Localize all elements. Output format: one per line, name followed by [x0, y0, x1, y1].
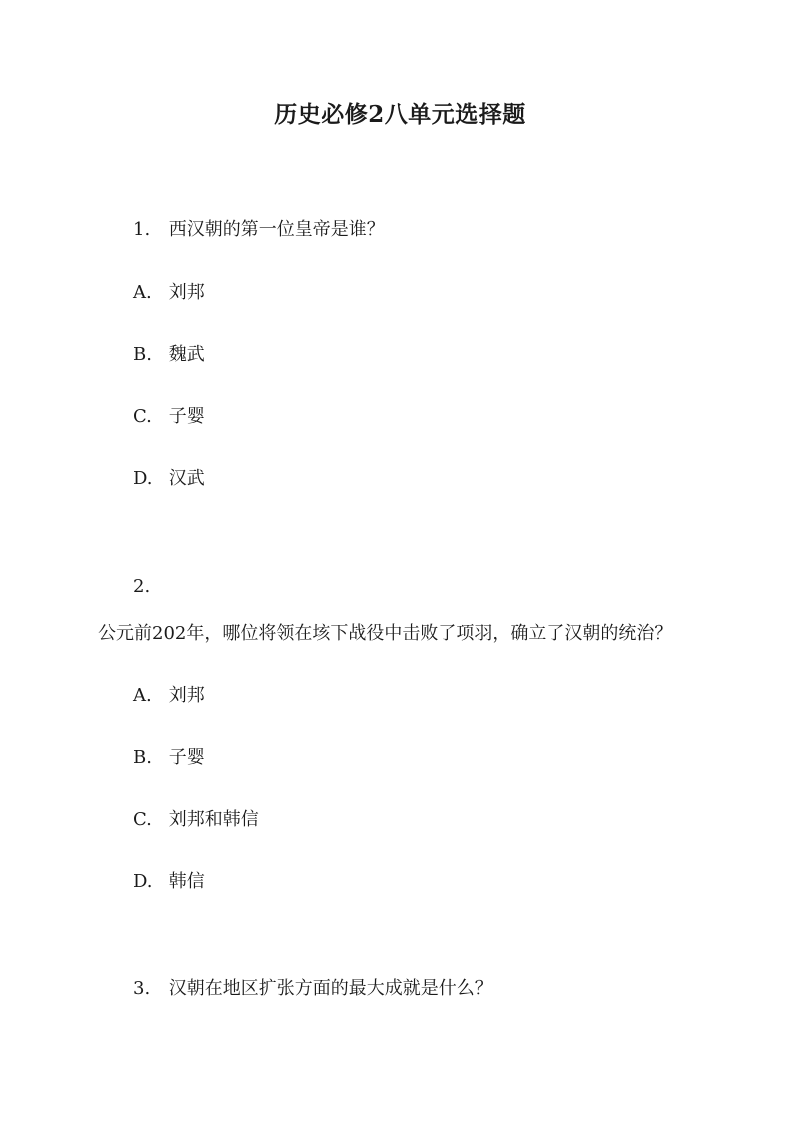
option-label: A. — [133, 685, 152, 706]
option-label: A. — [133, 282, 152, 303]
question-2-number: 2. — [133, 576, 151, 597]
option-text: 汉武 — [168, 468, 205, 489]
question-1-option-b — [133, 343, 205, 367]
document-title: 历史必修2八单元选择题 — [274, 101, 526, 128]
question-2-option-b — [133, 746, 205, 770]
option-label: D. — [133, 871, 153, 892]
option-text: 子婴 — [168, 406, 205, 427]
option-text: 魏武 — [168, 344, 205, 365]
option-text: 刘邦和韩信 — [168, 809, 259, 830]
question-number: 1. — [133, 219, 151, 240]
question-text: 西汉朝的第一位皇帝是谁？ — [168, 219, 385, 240]
question-1-option-c — [133, 405, 205, 429]
option-text: 韩信 — [168, 871, 205, 892]
question-1-option-d — [133, 467, 205, 491]
option-label: D. — [133, 468, 153, 489]
question-number: 3. — [133, 978, 151, 999]
question-1-option-a — [133, 281, 205, 305]
question-3 — [133, 977, 493, 1001]
option-label: C. — [133, 809, 152, 830]
question-2-option-a — [133, 684, 205, 708]
question-2-option-c — [133, 808, 259, 832]
option-label: B. — [133, 747, 152, 768]
question-2-text: 公元前202年，哪位将领在垓下战役中击败了项羽，确立了汉朝的统治？ — [98, 623, 673, 644]
option-label: C. — [133, 406, 152, 427]
question-1 — [133, 218, 385, 242]
option-label: B. — [133, 344, 152, 365]
option-text: 刘邦 — [168, 685, 205, 706]
option-text: 刘邦 — [168, 282, 205, 303]
question-text: 汉朝在地区扩张方面的最大成就是什么？ — [168, 978, 493, 999]
question-2-option-d — [133, 870, 205, 894]
option-text: 子婴 — [168, 747, 205, 768]
